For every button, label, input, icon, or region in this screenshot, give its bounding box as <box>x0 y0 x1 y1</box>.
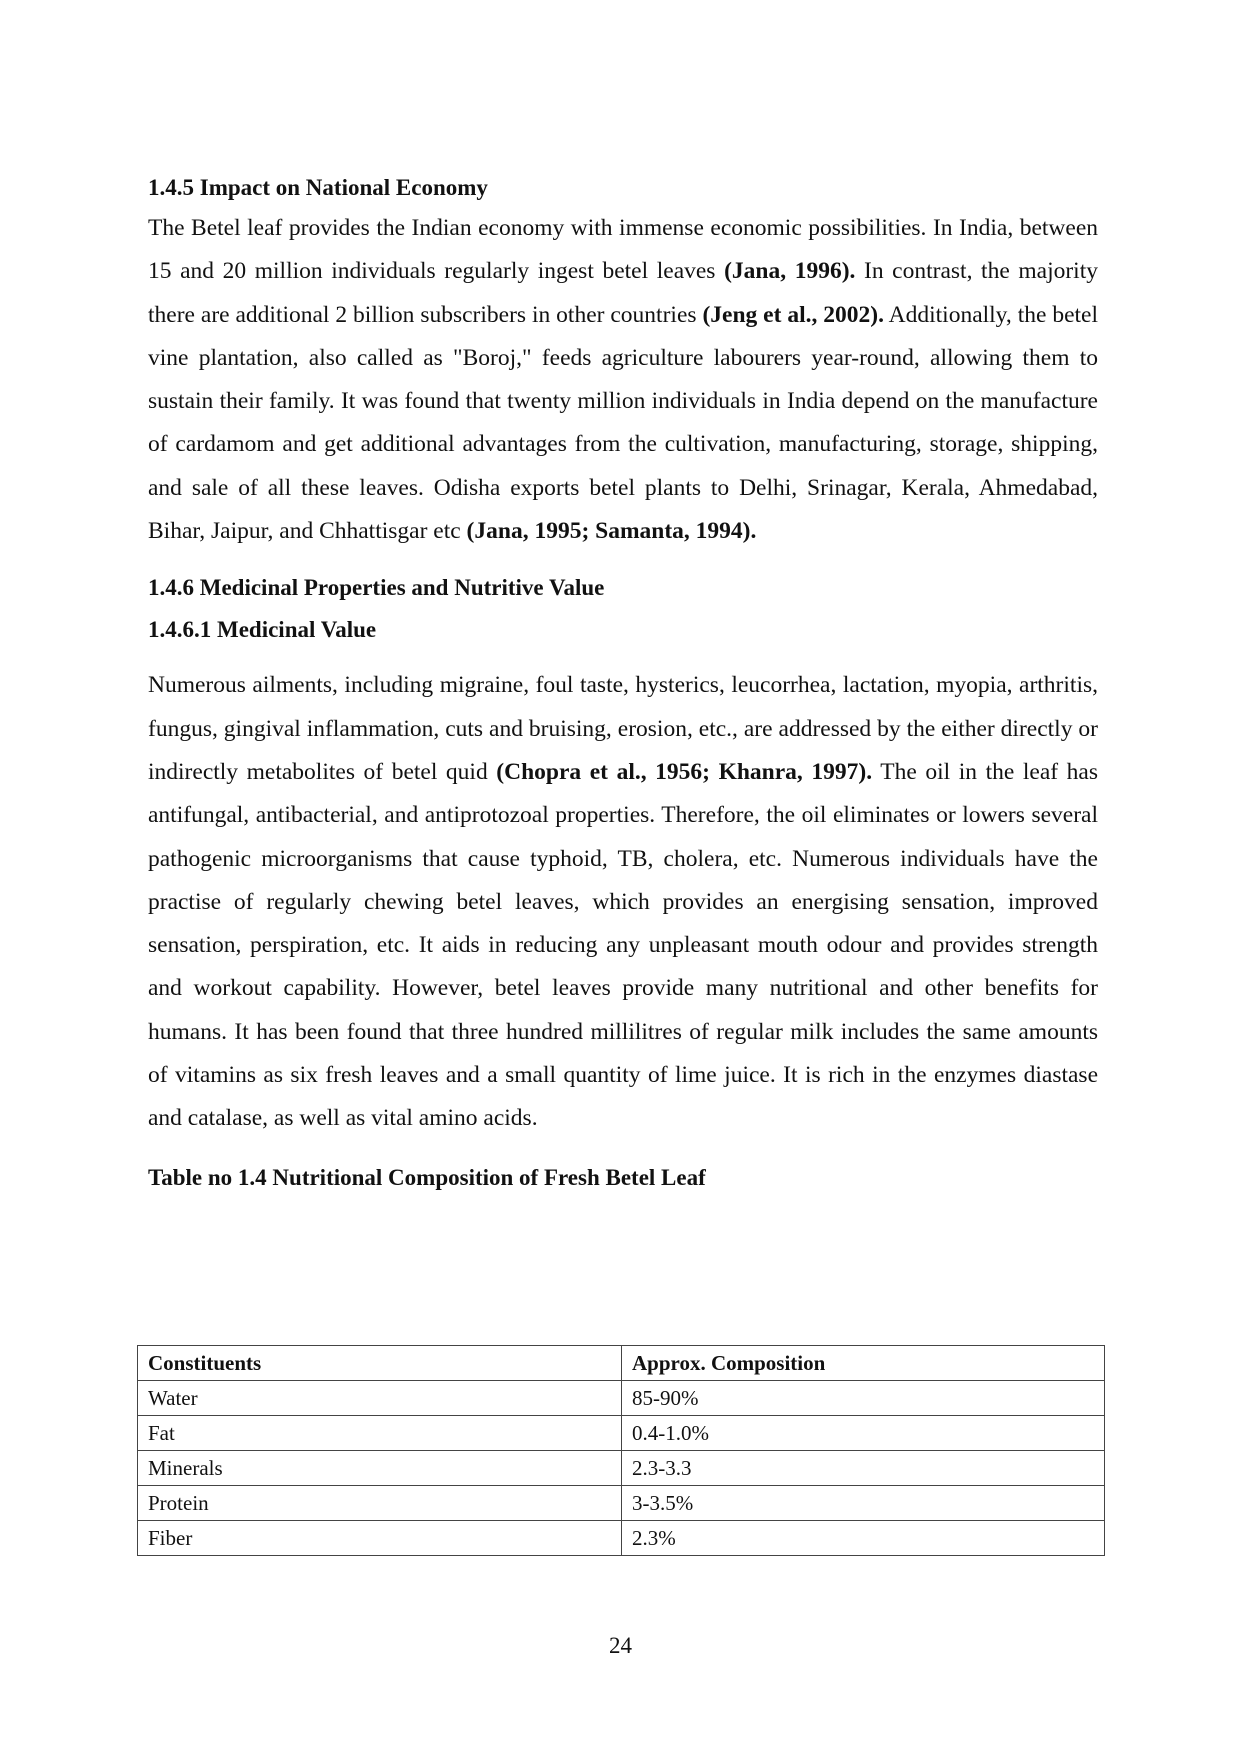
section-heading-1-4-6: 1.4.6 Medicinal Properties and Nutritive Value <box>148 575 605 601</box>
citation: (Jana, 1996). <box>724 258 856 285</box>
table-row <box>138 1486 1105 1521</box>
table-row <box>138 1381 1105 1416</box>
section-heading-1-4-5: 1.4.5 Impact on National Economy <box>148 175 488 200</box>
table-cell-constituent: Fat <box>138 1416 622 1451</box>
table-header-row <box>138 1346 1105 1381</box>
table-row <box>138 1521 1105 1556</box>
table-caption: Table no 1.4 Nutritional Composition of Fresh Betel Leaf <box>148 1164 706 1190</box>
table-cell-composition: 85-90% <box>622 1381 1105 1416</box>
table-cell-composition: 0.4-1.0% <box>622 1416 1105 1451</box>
paragraph-national-economy <box>148 207 1098 553</box>
column-header-composition: Approx. Composition <box>622 1346 1105 1381</box>
citation: (Jana, 1995; Samanta, 1994). <box>466 518 757 545</box>
page-content <box>148 170 1098 1193</box>
column-header-constituents: Constituents <box>138 1346 622 1381</box>
paragraph-text: The oil in the leaf has antifungal, antibacterial, and antiprotozoal properties. Therefore, the oil eliminates or lowers several pathogenic microorganisms that cause typhoid, TB, cholera, etc. Numerous individuals have the practise of regularly chewing betel leaves, which provides an energising sensation, improved sensation, perspiration, etc. It aids in reducing any unpleasant mouth odour and provides strength and workout capability. However, betel leaves provide many nutritional and other benefits for humans. It has been found that three hundred millilitres of regular milk includes the same amounts of vitamins as six fresh leaves and a small quantity of lime juice. It is rich in the enzymes diastase and catalase, as well as vital amino acids. <box>148 758 1098 1132</box>
citation: (Jeng et al., 2002). <box>702 301 885 328</box>
table-row <box>138 1451 1105 1486</box>
paragraph-text: In contrast, the majority there are additional 2 billion subscribers in other countries <box>148 258 1098 328</box>
table-cell-constituent: Water <box>138 1381 622 1416</box>
table-cell-composition: 2.3% <box>622 1521 1105 1556</box>
paragraph-text: Numerous ailments, including migraine, foul taste, hysterics, leucorrhea, lactation, myopia, arthritis, fungus, gingival inflammation, cuts and bruising, erosion, etc., are addressed by the either directly or indirectly metabolites of betel quid <box>148 672 1098 785</box>
paragraph-text: The Betel leaf provides the Indian economy with immense economic possibilities. In India, between 15 and 20 million individuals regularly ingest betel leaves <box>148 215 1098 285</box>
table-row <box>138 1416 1105 1451</box>
table-cell-constituent: Minerals <box>138 1451 622 1486</box>
table-cell-composition: 3-3.5% <box>622 1486 1105 1521</box>
paragraph-medicinal-value <box>148 664 1098 1140</box>
page-number: 24 <box>609 1633 632 1658</box>
citation: (Chopra et al., 1956; Khanra, 1997). <box>496 758 873 785</box>
table-cell-constituent: Fiber <box>138 1521 622 1556</box>
paragraph-text: Additionally, the betel vine plantation, also called as "Boroj," feeds agriculture labourers year-round, allowing them to sustain their family. It was found that twenty million individuals in India depend on the manufacture of cardamom and get additional advantages from the cultivation, manufacturing, storage, shipping, and sale of all these leaves. Odisha exports betel plants to Delhi, Srinagar, Kerala, Ahmedabad, Bihar, Jaipur, and Chhattisgar etc <box>148 301 1098 545</box>
nutrition-table <box>137 1345 1105 1556</box>
table-cell-composition: 2.3-3.3 <box>622 1451 1105 1486</box>
subsection-heading-1-4-6-1: 1.4.6.1 Medicinal Value <box>148 617 377 643</box>
table-cell-constituent: Protein <box>138 1486 622 1521</box>
